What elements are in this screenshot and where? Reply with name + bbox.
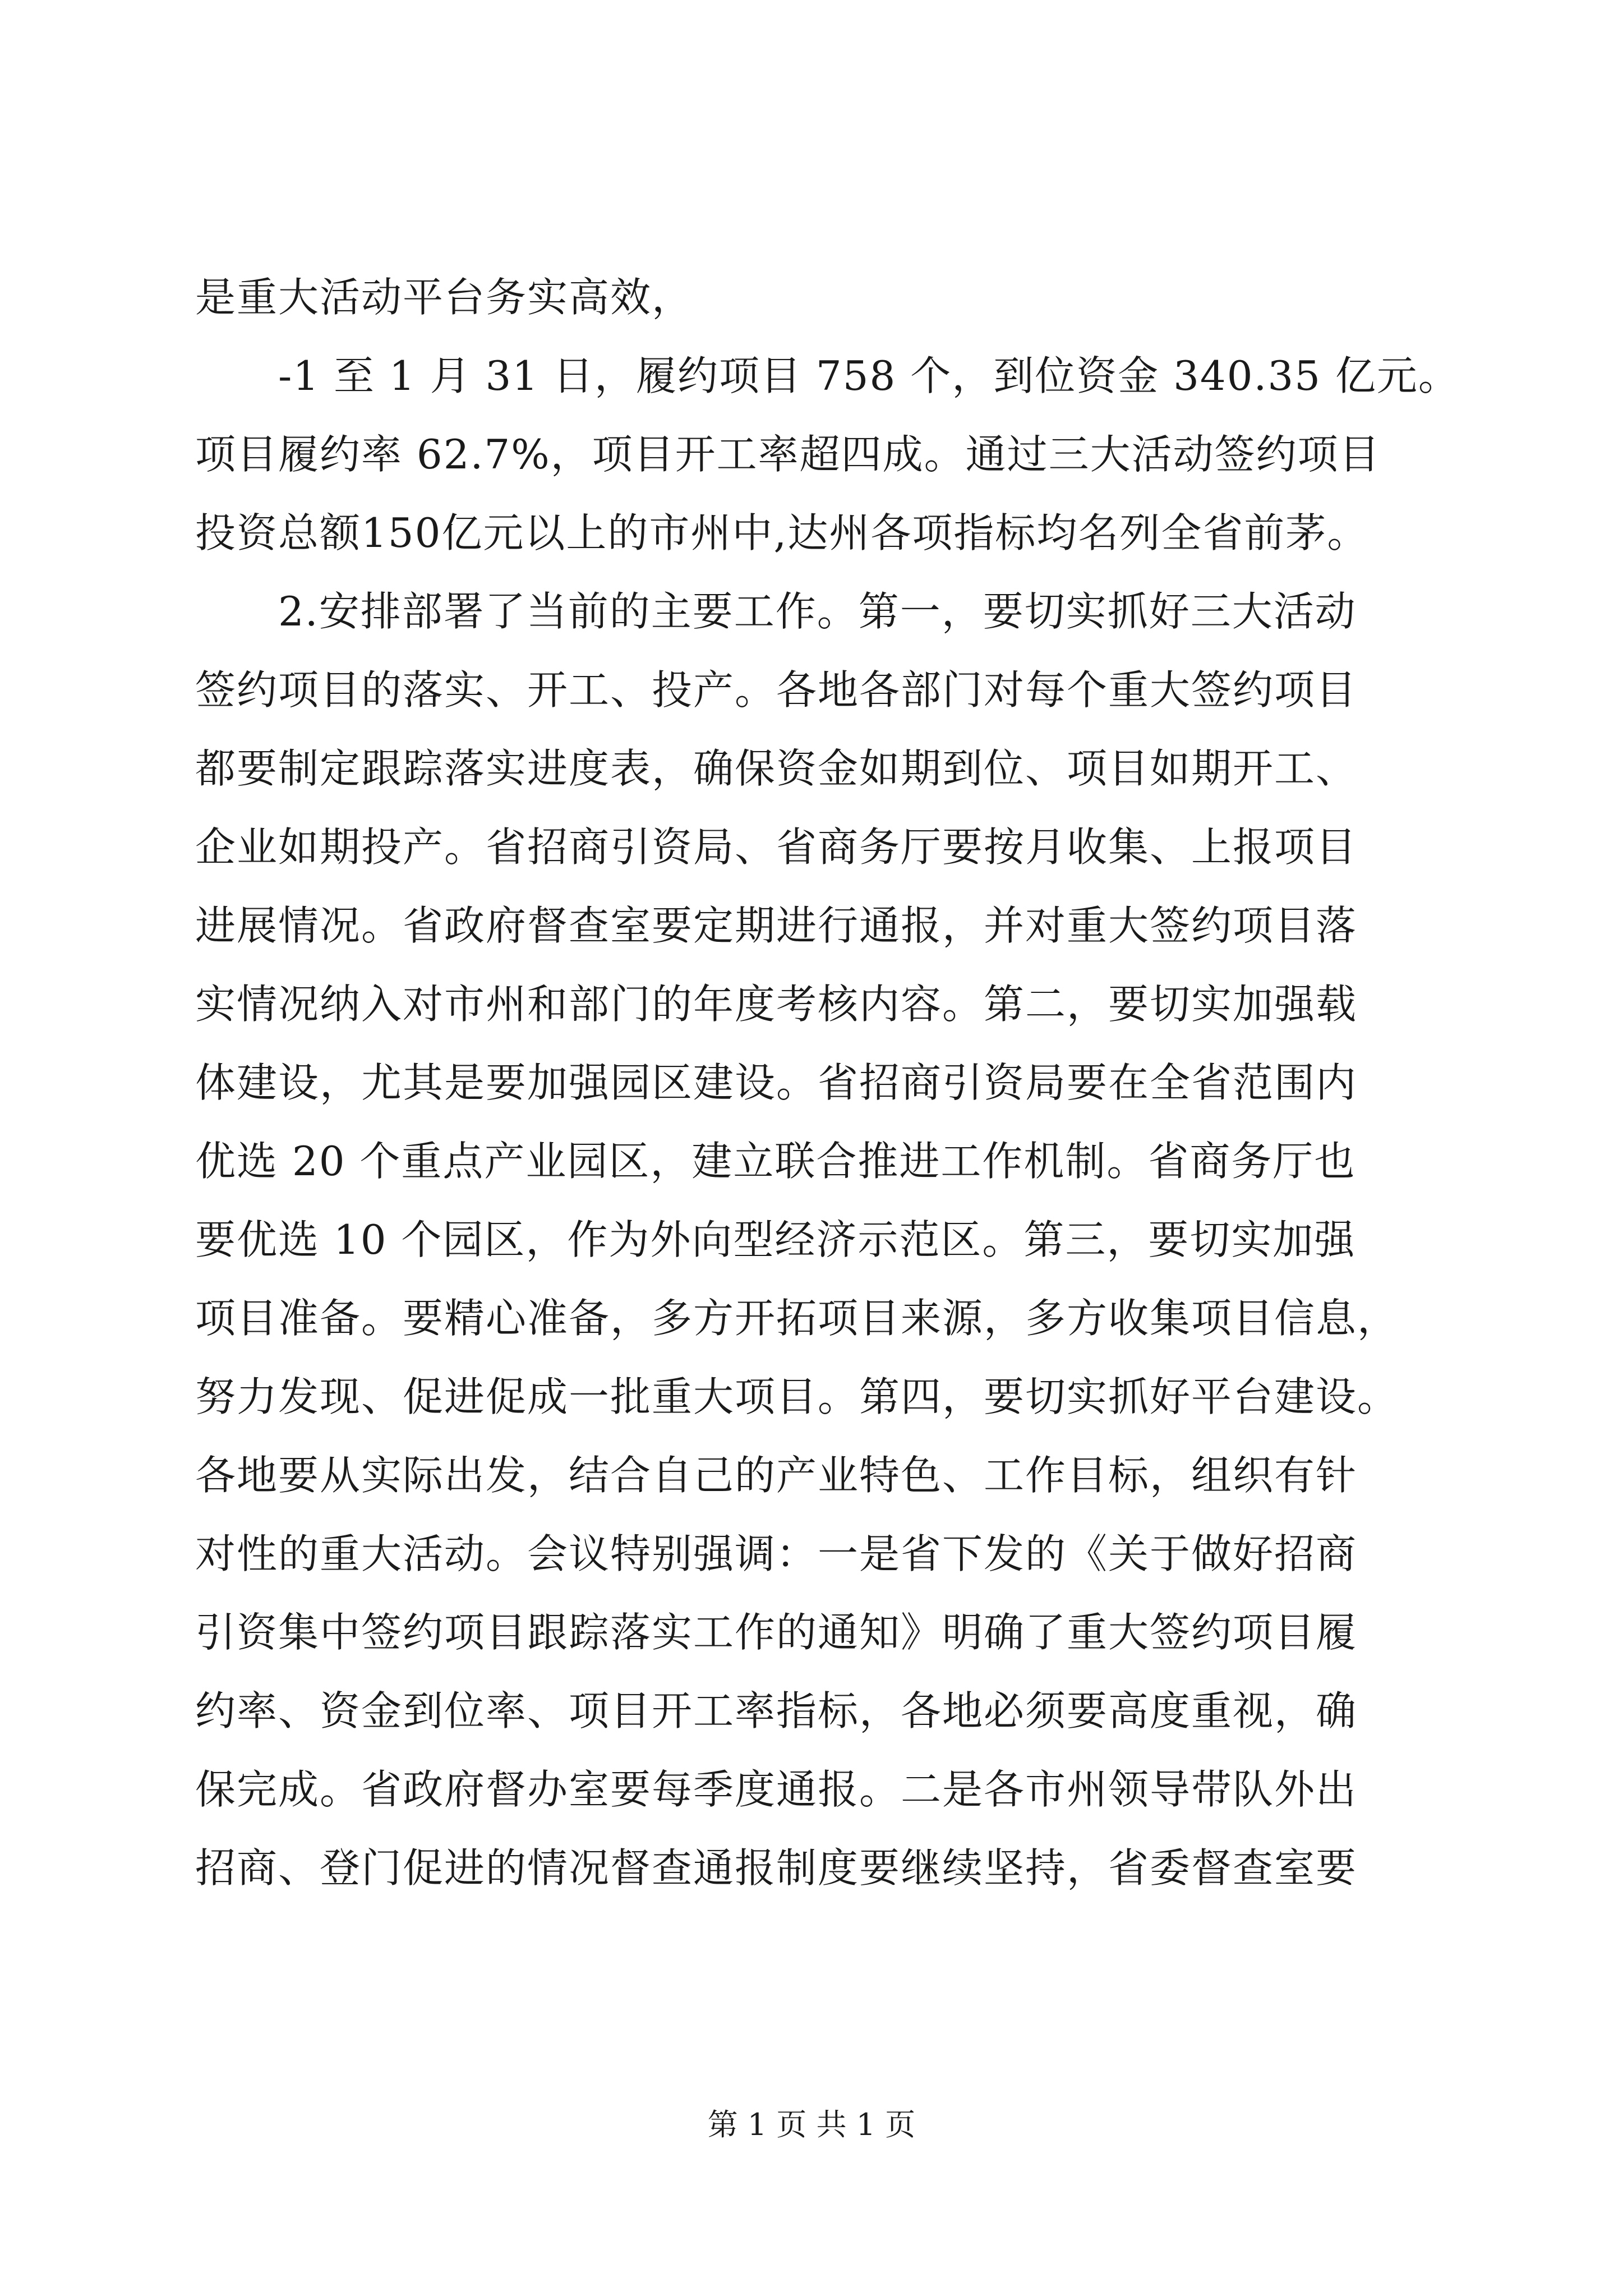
text-line: 实情况纳入对市州和部门的年度考核内容。第二，要切实加强载: [195, 981, 1358, 1028]
text-line: 是重大活动平台务实高效，: [195, 274, 694, 321]
text-line: 2.安排部署了当前的主要工作。第一，要切实抓好三大活动: [278, 588, 1357, 635]
text-line: 引资集中签约项目跟踪落实工作的通知》明确了重大签约项目履: [195, 1609, 1358, 1656]
text-line: 要优选 10 个园区，作为外向型经济示范区。第三，要切实加强: [195, 1216, 1356, 1263]
text-line: 招商、登门促进的情况督查通报制度要继续坚持，省委督查室要: [195, 1844, 1358, 1892]
document-body: [195, 258, 1460, 1907]
text-line: 约率、资金到位率、项目开工率指标，各地必须要高度重视，确: [195, 1687, 1358, 1734]
text-line: 项目履约率 62.7%，项目开工率超四成。通过三大活动签约项目: [195, 431, 1381, 478]
text-line: 进展情况。省政府督查室要定期进行通报，并对重大签约项目落: [195, 902, 1358, 949]
text-line: -1 至 1 月 31 日，履约项目 758 个，到位资金 340.35 亿元。: [278, 352, 1460, 399]
text-line: 项目准备。要精心准备，多方开拓项目来源，多方收集项目信息，: [195, 1295, 1399, 1342]
text-line: 优选 20 个重点产业园区，建立联合推进工作机制。省商务厅也: [195, 1138, 1356, 1185]
text-line: 投资总额150亿元以上的市州中,达州各项指标均名列全省前茅。: [195, 509, 1369, 556]
text-line: 各地要从实际出发，结合自己的产业特色、工作目标，组织有针: [195, 1452, 1358, 1499]
page-number-footer: 第 1 页 共 1 页: [707, 2107, 916, 2142]
text-line: 体建设，尤其是要加强园区建设。省招商引资局要在全省范围内: [195, 1059, 1358, 1106]
text-line: 努力发现、促进促成一批重大项目。第四，要切实抓好平台建设。: [195, 1373, 1399, 1420]
text-line: 企业如期投产。省招商引资局、省商务厅要按月收集、上报项目: [195, 823, 1358, 871]
text-line: 都要制定跟踪落实进度表，确保资金如期到位、项目如期开工、: [195, 745, 1358, 792]
text-line: 对性的重大活动。会议特别强调：一是省下发的《关于做好招商: [195, 1530, 1358, 1577]
text-line: 签约项目的落实、开工、投产。各地各部门对每个重大签约项目: [195, 666, 1358, 714]
text-line: 保完成。省政府督办室要每季度通报。二是各市州领导带队外出: [195, 1766, 1358, 1813]
